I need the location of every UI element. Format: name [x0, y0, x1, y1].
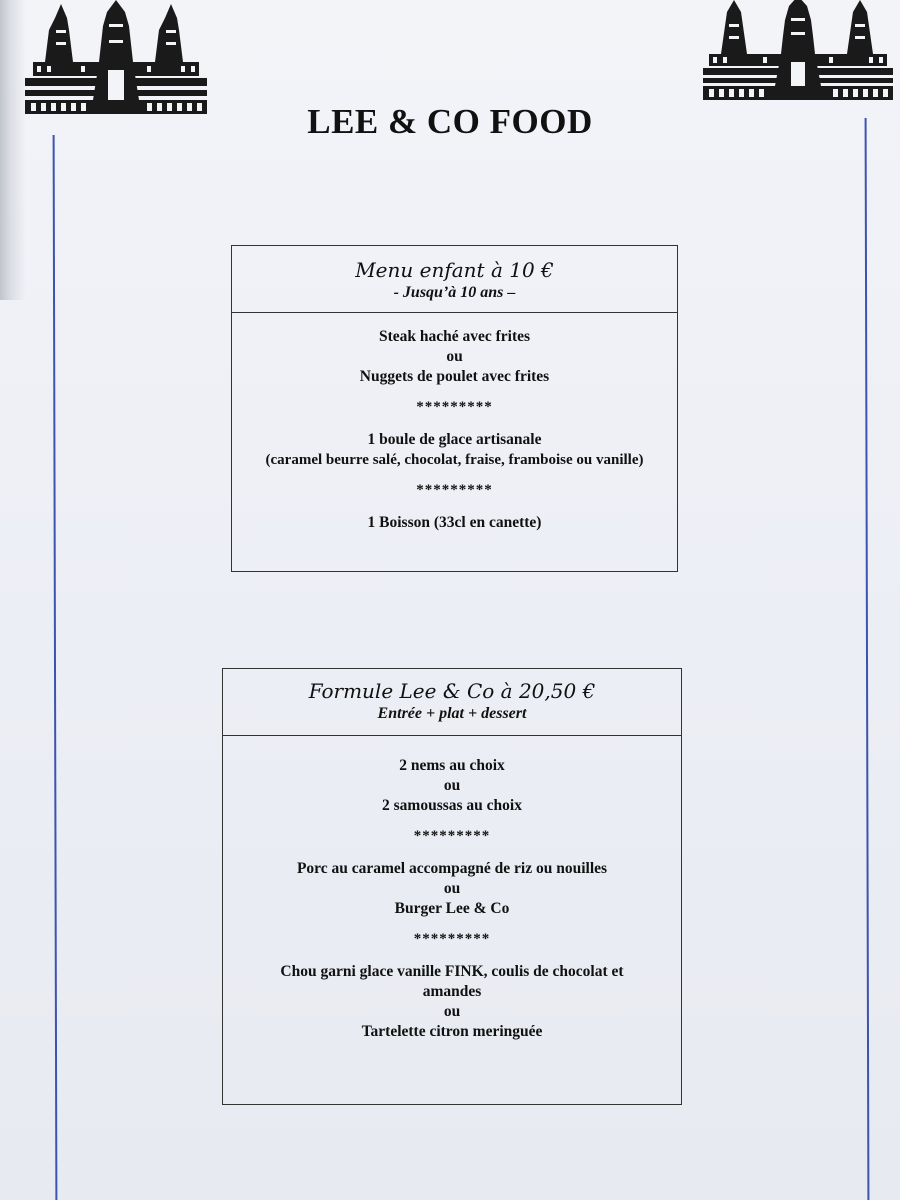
menu-line: (caramel beurre salé, chocolat, fraise, framboise ou vanille) [265, 452, 644, 468]
kids-menu-body [232, 313, 677, 533]
kids-menu-header [232, 246, 677, 313]
separator-stars: ********* [413, 828, 491, 844]
kids-menu-heading: Menu enfant à 10 € [355, 258, 554, 282]
page-edge-shadow [0, 0, 26, 300]
temple-silhouette-icon [25, 0, 207, 118]
menu-line: ou [443, 880, 461, 897]
menu-line: Chou garni glace vanille FINK, coulis de chocolat et [280, 963, 624, 980]
formula-menu-body [223, 736, 681, 1042]
menu-line: 2 samoussas au choix [382, 797, 522, 814]
menu-line: Steak haché avec frites [378, 328, 531, 345]
menu-line: Tartelette citron meringuée [361, 1023, 543, 1040]
menu-line: ou [443, 1003, 461, 1020]
menu-line: Porc au caramel accompagné de riz ou nouilles [296, 860, 608, 877]
menu-line: ou [443, 777, 461, 794]
separator-stars: ********* [416, 399, 493, 415]
left-frame-line [53, 135, 58, 1200]
menu-line: Burger Lee & Co [394, 900, 510, 917]
separator-stars: ********* [416, 482, 493, 498]
menu-line: 1 boule de glace artisanale [367, 431, 542, 448]
temple-silhouette-icon [703, 0, 893, 104]
kids-menu-box [231, 245, 678, 572]
menu-line: 2 nems au choix [399, 757, 505, 774]
menu-line: Nuggets de poulet avec frites [359, 368, 550, 385]
right-frame-line [865, 118, 870, 1200]
formula-menu-heading: Formule Lee & Co à 20,50 € [308, 679, 596, 703]
kids-menu-subheading: - Jusqu’à 10 ans – [393, 284, 516, 301]
formula-menu-subheading: Entrée + plat + dessert [377, 705, 527, 722]
menu-line: 1 Boisson (33cl en canette) [367, 514, 542, 531]
formula-menu-header [223, 669, 681, 736]
menu-line: amandes [422, 983, 482, 1000]
menu-line: ou [446, 348, 463, 365]
formula-menu-box [222, 668, 682, 1105]
page-title: LEE & CO FOOD [307, 102, 593, 141]
separator-stars: ********* [413, 931, 491, 947]
